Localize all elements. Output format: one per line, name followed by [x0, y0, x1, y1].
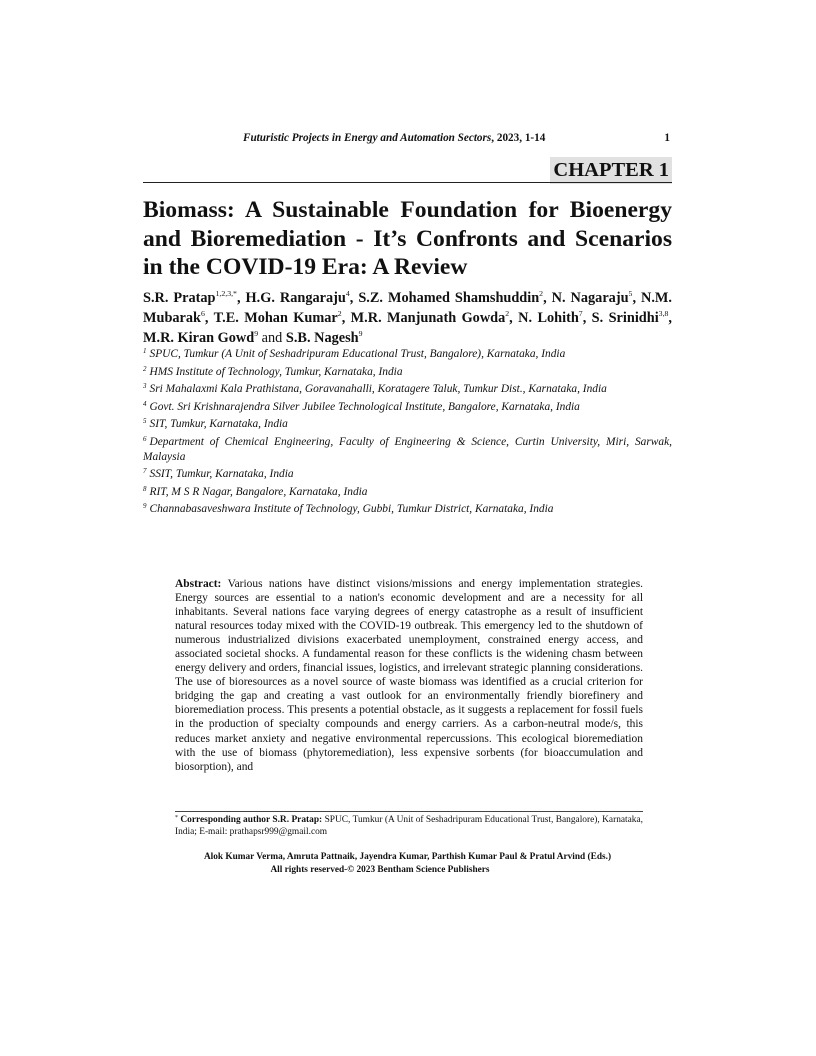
author: N. Nagaraju$^5$,: [551, 289, 642, 306]
journal-year-pages: , 2023, 1-14: [491, 132, 546, 144]
affiliation: $^6$ Department of Chemical Engineering, Faculty of Engineering & Science, Curtin University, Miri, Sarwak, Malaysia: [143, 434, 672, 463]
affiliation: $^4$ Govt. Sri Krishnarajendra Silver Jubilee Technological Institute, Bangalore, Karnataka, India: [143, 399, 580, 413]
footnote-text: SPUC, Tumkur (A Unit of Seshadripuram Educational Trust, Bangalore), Karnataka, India; E-mail: prathapsr999@gmail.com: [175, 815, 643, 838]
footnote-label: Corresponding author S.R. Pratap:: [180, 815, 323, 825]
abstract-label: Abstract:: [175, 578, 222, 590]
chapter-label: CHAPTER 1: [550, 157, 672, 184]
author: N. Lohith$^7$,: [518, 309, 592, 327]
affiliation: $^5$ SIT, Tumkur, Karnataka, India: [143, 417, 288, 430]
editors-line: Alok Kumar Verma, Amruta Pattnaik, Jayendra Kumar, Parthish Kumar Paul & Pratul Arvind (Eds.): [203, 852, 612, 862]
author: T.E. Mohan Kumar$^2$,: [213, 309, 351, 327]
author: S.R. Pratap$^{1,2,3,*}$,: [143, 289, 246, 306]
footnote-rule: [175, 811, 643, 812]
affiliation-list: [143, 347, 672, 520]
page-number: 1: [664, 132, 670, 144]
affiliation: $^1$ SPUC, Tumkur (A Unit of Seshadripuram Educational Trust, Bangalore), Karnataka, India: [143, 347, 566, 360]
corresponding-author-footnote: [175, 814, 643, 838]
paper-title: Biomass: A Sustainable Foundation for Bioenergy and Bioremediation - It’s Confronts and Scenarios in the COVID-19 Era: A Review: [143, 197, 672, 280]
author-list: [143, 288, 672, 349]
journal-citation: [243, 132, 545, 144]
author: M.R. Manjunath Gowda$^2$,: [350, 309, 519, 327]
author: S. Srinidhi$^{3,8}$,: [591, 309, 672, 327]
abstract-text: Various nations have distinct visions/missions and energy implementation strategies. Energy sources are essential to a nation's economic development and are a necessity for all inhabitants. Several nations face varying degrees of energy catastrophe as a result of insufficient natural resources today mixed with the COVID-19 outbreak. This emergency led to the shutdown of numerous industrialized divisions exacerbated unemployment, constrained energy access, and associated societal shocks. A fundamental reason for these conflicts is the widening chasm between energy delivery and orders, financial issues, logistics, and irrelevant strategic planning considerations. The use of bioresources as a novel source of waste biomass was identified as a crucial criterion for bridging the gap and creating a vast outlook for an environmentally friendly biorefinery and bioremediation process. This presents a potential obstacle, as it suggests a replacement for fossil fuels in the production of specialty compounds and energy carriers. As a carbon-neutral mode/s, this reduces market anxiety and negative environmental repercussions. This ecological bioremediation with the use of biomass (phytoremediation), less expensive sorbents (for bioaccumulation and biosorption), and: [175, 578, 643, 773]
affiliation: $^2$ HMS Institute of Technology, Tumkur, Karnataka, India: [143, 364, 403, 378]
editors-copyright: [143, 851, 672, 877]
journal-name: Futuristic Projects in Energy and Automation Sectors: [243, 132, 492, 144]
affiliation: $^9$ Channabasaveshwara Institute of Technology, Gubbi, Tumkur District, Karnataka, India: [143, 502, 554, 516]
affiliation: $^7$ SSIT, Tumkur, Karnataka, India: [143, 467, 294, 481]
running-head: [143, 132, 672, 148]
chapter-rule: [143, 182, 672, 183]
footnote-marker: *: [175, 815, 178, 821]
author-conjunction: and: [258, 330, 286, 347]
author: S.Z. Mohamed Shamshuddin$^2$,: [358, 289, 552, 306]
affiliation: $^3$ Sri Mahalaxmi Kala Prathistana, Goravanahalli, Koratagere Taluk, Tumkur Dist., Karnataka, India: [143, 382, 607, 395]
author: H.G. Rangaraju$^4$,: [245, 289, 359, 306]
copyright-line: All rights reserved-© 2023 Bentham Science Publishers: [270, 865, 490, 875]
author: N.M. Mubarak$^6$,: [143, 290, 672, 327]
abstract: [175, 577, 643, 774]
author: M.R. Kiran Gowd$^9$: [143, 329, 259, 347]
author: S.B. Nagesh$^9$: [285, 329, 363, 347]
affiliation: $^8$ RIT, M S R Nagar, Bangalore, Karnataka, India: [143, 484, 368, 498]
